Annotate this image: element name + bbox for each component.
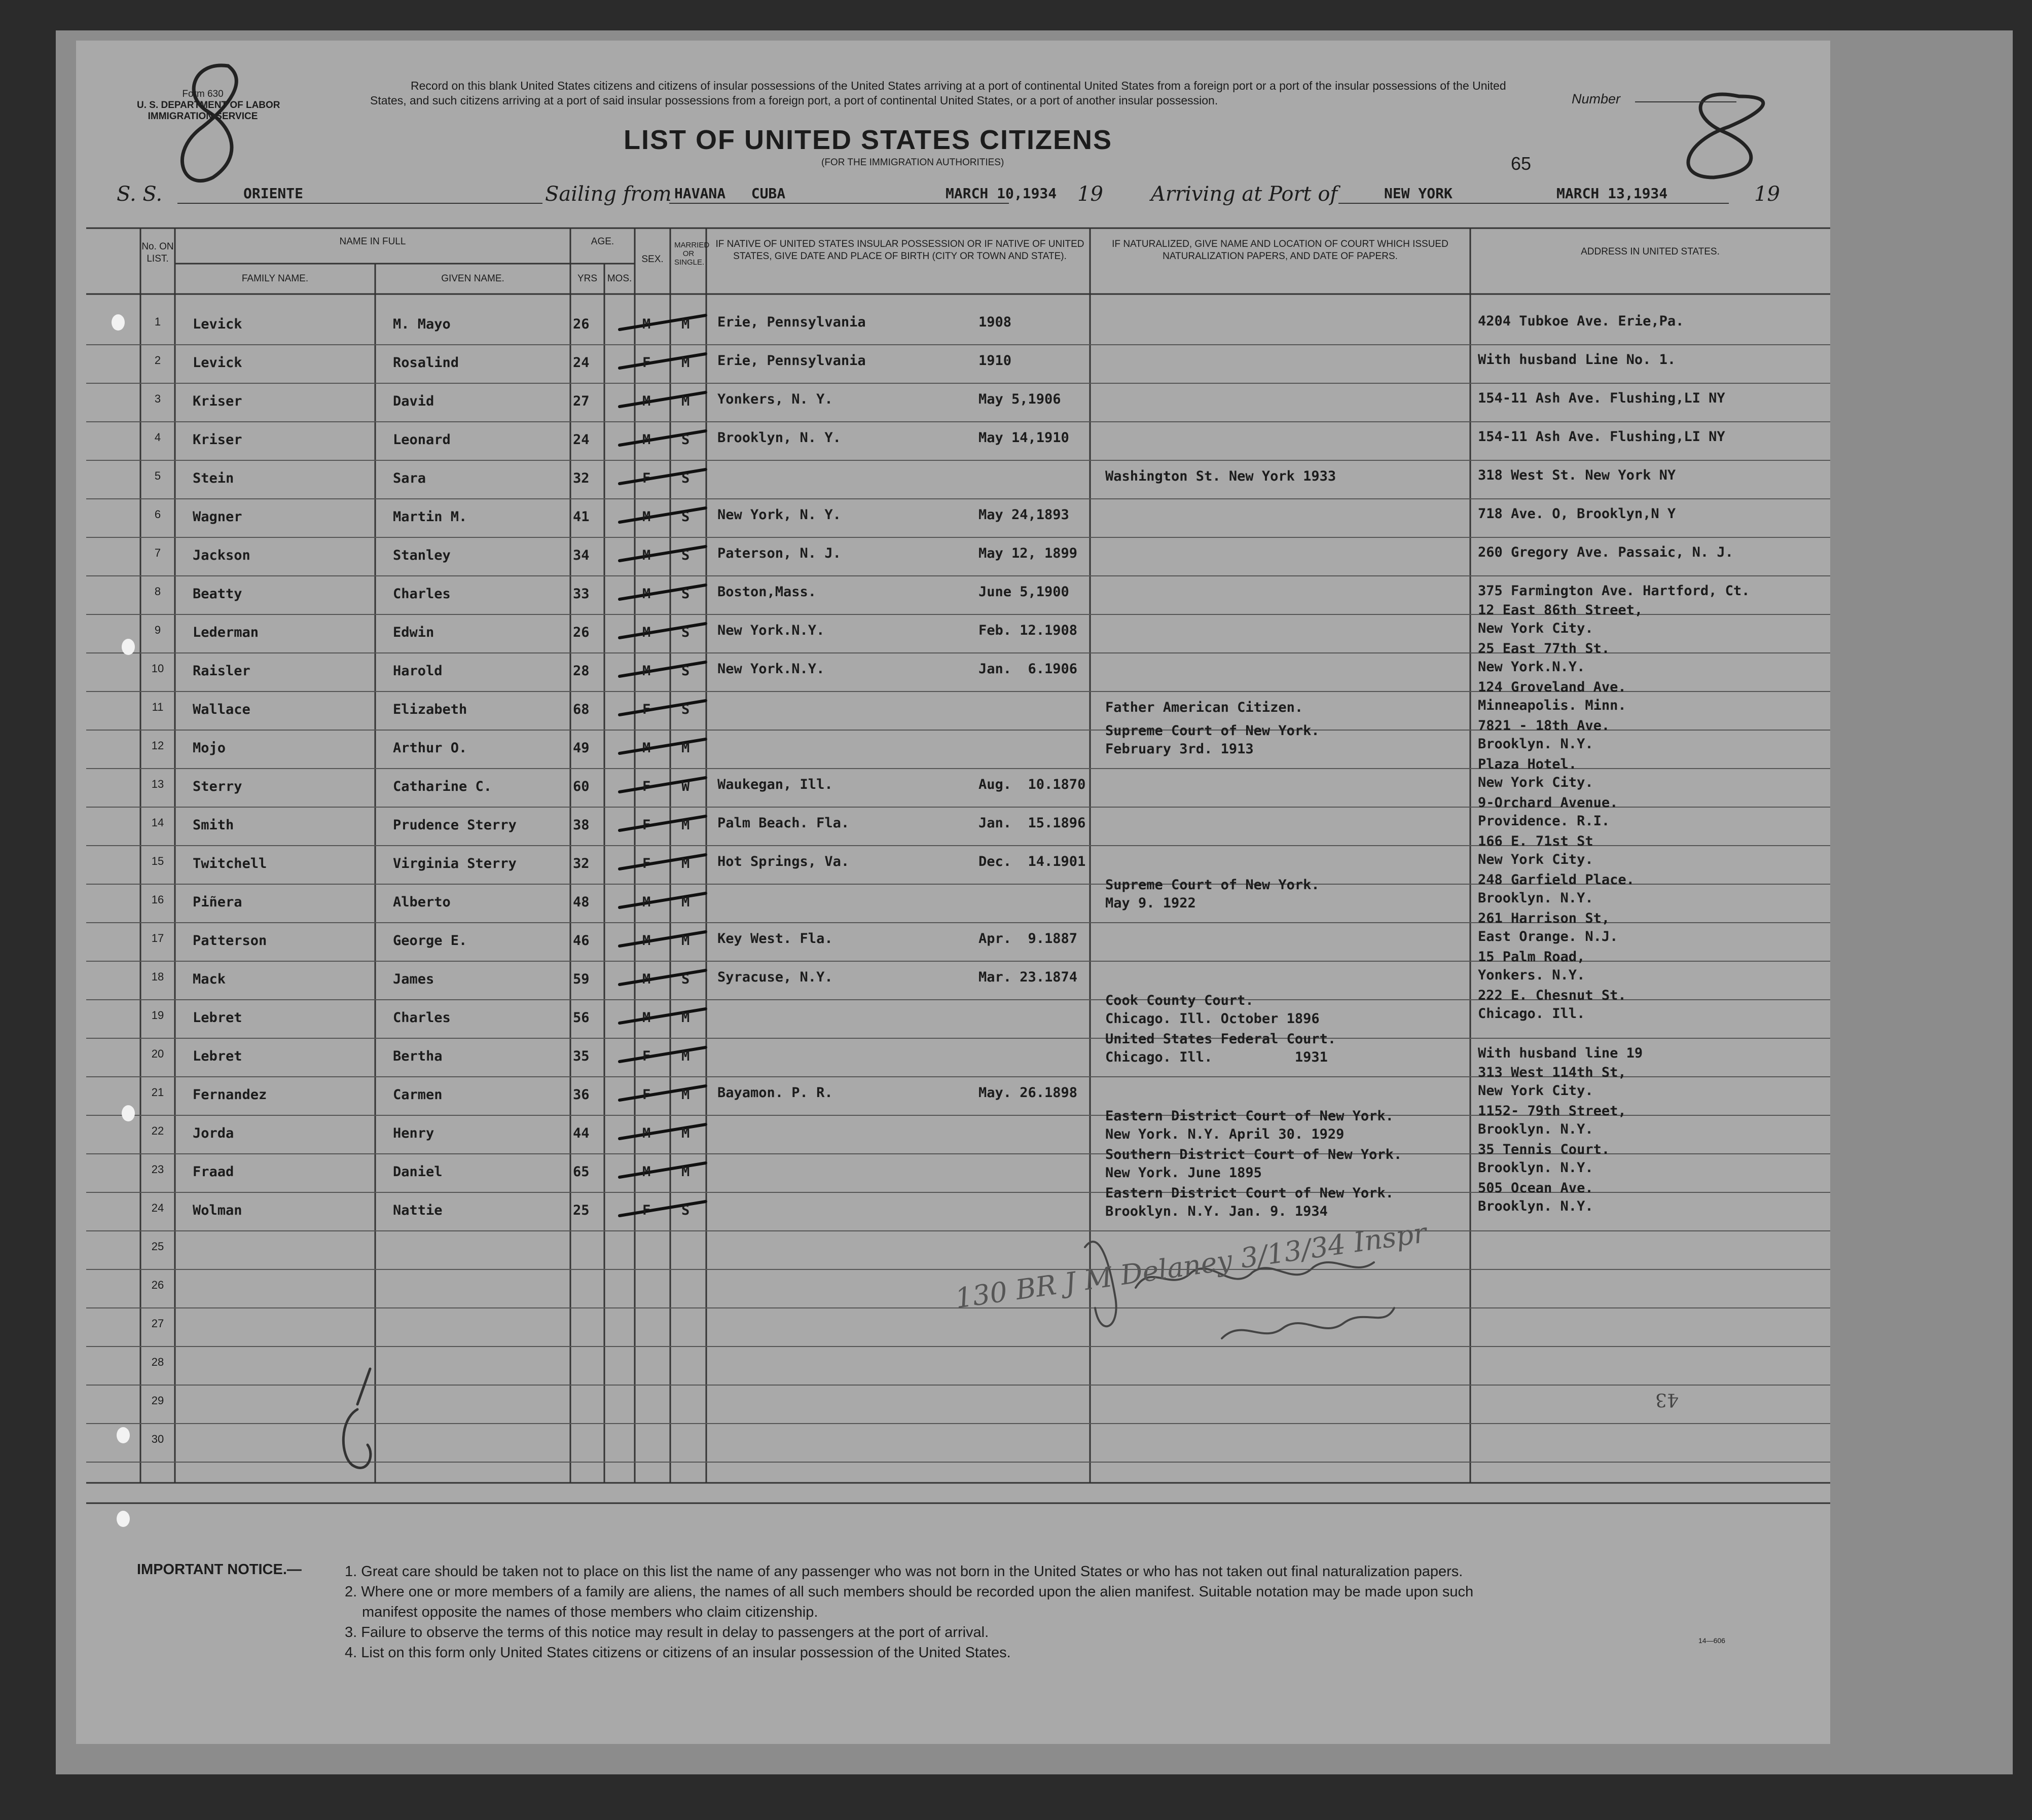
birthdate: Feb. 12.1908 [978,623,1078,638]
family-name: Sterry [193,779,242,794]
given-name: M. Mayo [393,316,451,332]
address-line: 154-11 Ash Ave. Flushing,LI NY [1478,390,1725,406]
sex: F [642,817,651,833]
birthplace: Paterson, N. J. [717,545,841,561]
year-label-1: 19 [1077,183,1103,206]
given-name: Edwin [393,625,434,640]
row-number: 2 [154,354,161,367]
age-years: 28 [573,663,590,679]
sex: F [642,1087,651,1103]
row-number: 19 [151,1009,164,1022]
birthplace: Key West. Fla. [717,931,833,947]
age-years: 26 [573,625,590,640]
col-married-single: MARRIED OR SINGLE. [674,241,710,267]
address-line: Minneapolis. Minn. [1478,698,1626,713]
age-years: 68 [573,702,590,717]
given-name: Martin M. [393,509,467,525]
age-years: 32 [573,856,590,871]
birthdate: June 5,1900 [978,584,1069,600]
marital-status: M [681,355,690,371]
sex: F [642,856,651,871]
marital-status: M [681,393,690,409]
birthplace: Hot Springs, Va. [717,854,850,869]
col-yrs: YRS [577,273,598,284]
age-years: 48 [573,894,590,910]
sex: M [642,625,651,640]
age-years: 34 [573,548,590,563]
marital-status: S [681,663,690,679]
row-number: 5 [154,469,161,482]
sex: M [642,740,651,756]
address-line: New York.N.Y. [1478,659,1585,675]
birthplace: Brooklyn, N. Y. [717,430,841,446]
family-name: Kriser [193,393,242,409]
row-number: 20 [151,1047,164,1060]
sex: M [642,509,651,525]
marital-status: S [681,971,690,987]
col-sex: SEX. [641,254,664,265]
address-line: 222 E. Chesnut St. [1478,988,1626,1003]
age-years: 60 [573,779,590,794]
sex: F [642,702,651,717]
birthplace: Yonkers, N. Y. [717,391,833,407]
given-name: Elizabeth [393,702,467,717]
row-number: 18 [151,970,164,983]
marital-status: S [681,548,690,563]
address-line: With husband Line No. 1. [1478,352,1676,368]
given-name: Rosalind [393,355,459,371]
marital-status: M [681,894,690,910]
col-name-in-full: NAME IN FULL [339,236,406,247]
naturalization-court: Eastern District Court of New York. [1105,1185,1394,1201]
age-years: 35 [573,1048,590,1064]
row-number: 6 [154,508,161,521]
family-name: Patterson [193,933,267,949]
given-name: Carmen [393,1087,443,1103]
naturalization-court: Chicago. Ill. 1931 [1105,1049,1328,1065]
arriving-label: Arriving at Port of [1151,183,1338,206]
row-number: 16 [151,893,164,906]
notice-list [345,1561,1473,1663]
arriving-port: NEW YORK [1384,185,1453,202]
birthplace: New York, N. Y. [717,507,841,523]
age-years: 44 [573,1125,590,1141]
col-birth: IF NATIVE OF UNITED STATES INSULAR POSSESSION OR IF NATIVE OF UNITED STATES, GIVE DATE AND PLACE OF BIRTH (CITY OR TOWN AND STATE). [715,239,1084,262]
check-marks [620,315,706,1216]
address-line: 25 East 77th St. [1478,641,1610,657]
family-name: Wolman [193,1203,242,1218]
naturalization-court: United States Federal Court. [1105,1031,1336,1047]
birthdate: Apr. 9.1887 [978,931,1078,947]
birthdate: May 12, 1899 [978,545,1078,561]
given-name: Charles [393,586,451,602]
age-years: 24 [573,355,590,371]
naturalization-court: Cook County Court. [1105,993,1254,1008]
age-years: 46 [573,933,590,949]
row-number: 4 [154,431,161,444]
given-name: Bertha [393,1048,443,1064]
given-name: Catharine C. [393,779,492,794]
family-name: Lebret [193,1010,242,1026]
naturalization-court: Southern District Court of New York. [1105,1147,1402,1162]
birthplace: New York.N.Y. [717,623,825,638]
row-number: 9 [154,624,161,636]
instructions: Record on this blank United States citizens and citizens of insular possessions of the United States arriving at a port of continental United States from a foreign port or a port of the insular possessions of the United States, and such citizens arriving at a port of said insular possessions from a foreign port, a port of continental United States, or a port of another insular possession. [370,79,1506,107]
row-number: 27 [151,1317,164,1330]
sex: M [642,432,651,448]
address-line: 261 Harrison St, [1478,911,1610,926]
family-name: Wallace [193,702,250,717]
row-number: 11 [152,701,164,713]
notice-label: IMPORTANT NOTICE.— [137,1561,302,1578]
sailing-from: HAVANA CUBA [674,185,786,202]
marital-status: M [681,1164,690,1180]
punch-hole [117,1427,130,1443]
marital-status: M [681,740,690,756]
row-number: 15 [151,855,164,867]
family-name: Stein [193,470,234,486]
sex: M [642,548,651,563]
sex: M [642,316,651,332]
page-number: 65 [1511,153,1532,174]
row-number: 10 [151,662,164,675]
address-line: 9-Orchard Avenue. [1478,795,1618,811]
naturalization-court: New York. N.Y. April 30. 1929 [1105,1126,1345,1142]
address-line: Yonkers. N.Y. [1478,967,1585,983]
family-name: Levick [193,355,242,371]
row-number: 13 [151,778,164,790]
marital-status: S [681,586,690,602]
marital-status: M [681,856,690,871]
given-name: George E. [393,933,467,949]
family-name: Lederman [193,625,259,640]
given-name: Virginia Sterry [393,856,517,871]
family-name: Fraad [193,1164,234,1180]
family-name: Raisler [193,663,250,679]
sex: M [642,1164,651,1180]
sex: M [642,933,651,949]
address-line: New York City. [1478,621,1593,636]
row-number: 24 [151,1202,164,1214]
age-years: 24 [573,432,590,448]
sex: F [642,779,651,794]
row-number: 30 [151,1433,164,1445]
page-subtitle: (FOR THE IMMIGRATION AUTHORITIES) [821,157,1004,168]
arriving-date: MARCH 13,1934 [1556,185,1668,202]
naturalization-court: May 9. 1922 [1105,895,1196,911]
sex: M [642,894,651,910]
age-years: 59 [573,971,590,987]
row-number: 8 [154,585,161,598]
col-address: ADDRESS IN UNITED STATES. [1581,246,1720,257]
address-line: 7821 - 18th Ave. [1478,718,1610,734]
family-name: Jorda [193,1125,234,1141]
family-name: Piñera [193,894,242,910]
row-number: 23 [151,1163,164,1176]
sex: F [642,1203,651,1218]
form-id-block [137,89,280,122]
age-years: 56 [573,1010,590,1026]
given-name: Sara [393,470,426,486]
sailing-date: MARCH 10,1934 [946,185,1057,202]
address-line: 35 Tennis Court. [1478,1142,1610,1157]
marital-status: W [681,779,690,794]
notice-item-2: 2. Where one or more members of a family are aliens, the names of all such members should be recorded upon the alien manifest. Suitable notation may be made upon such [345,1584,1474,1600]
family-name: Jackson [193,548,250,563]
col-naturalized: IF NATURALIZED, GIVE NAME AND LOCATION OF COURT WHICH ISSUED NATURALIZATION PAPERS, AND DATE OF PAPERS. [1112,239,1448,262]
address-line: Plaza Hotel. [1478,756,1577,772]
arriving-line [1338,203,1729,204]
birthplace: Boston,Mass. [717,584,817,600]
naturalization-court: Chicago. Ill. October 1896 [1105,1011,1320,1027]
age-years: 49 [573,740,590,756]
naturalization-court: Supreme Court of New York. [1105,723,1320,739]
ship-line [177,203,542,204]
address-line: 166 E. 71st St [1478,833,1593,849]
department: U. S. DEPARTMENT OF LABOR [137,100,280,111]
given-name: Leonard [393,432,451,448]
given-name: Nattie [393,1203,443,1218]
sex: M [642,971,651,987]
address-line: 248 Garfield Place. [1478,872,1635,888]
address-line: 718 Ave. O, Brooklyn,N Y [1478,506,1676,522]
birthdate: May 5,1906 [978,391,1061,407]
handwritten-eight-right [1688,94,1763,177]
age-years: 32 [573,470,590,486]
address-line: 313 West 114th St, [1478,1065,1626,1080]
address-line: Brooklyn. N.Y. [1478,890,1593,906]
given-name: Charles [393,1010,451,1026]
marital-status: S [681,702,690,717]
sex: M [642,663,651,679]
col-given-name: GIVEN NAME. [441,273,504,284]
marital-status: S [681,625,690,640]
address-line: With husband line 19 [1478,1045,1643,1061]
given-name: James [393,971,434,987]
address-line: 124 Groveland Ave. [1478,679,1626,695]
punch-hole [122,639,135,655]
row-number: 3 [154,392,161,405]
address-line: 505 Ocean Ave. [1478,1180,1593,1196]
number-label: Number [1572,91,1621,106]
marital-status: M [681,817,690,833]
address-line: Chicago. Ill. [1478,1006,1585,1022]
birthdate: Jan. 6.1906 [978,661,1078,677]
birthdate: Mar. 23.1874 [978,969,1078,985]
manifest-sheet [76,41,1830,1744]
service: IMMIGRATION SERVICE [148,111,258,122]
row-number: 12 [151,739,164,752]
address-line: 154-11 Ash Ave. Flushing,LI NY [1478,429,1725,445]
address-line: New York City. [1478,775,1593,790]
address-line: 4204 Tubkoe Ave. Erie,Pa. [1478,313,1684,329]
col-no-on-list: No. ON LIST. [141,241,174,264]
family-name: Kriser [193,432,242,448]
address-line: 260 Gregory Ave. Passaic, N. J. [1478,544,1733,560]
naturalization-court: New York. June 1895 [1105,1165,1262,1181]
birthdate: 1910 [978,353,1012,369]
birthplace: Waukegan, Ill. [717,777,833,792]
marital-status: M [681,1125,690,1141]
row-number: 22 [151,1124,164,1137]
address-line: 318 West St. New York NY [1478,467,1676,483]
address-line: 375 Farmington Ave. Hartford, Ct. [1478,583,1750,599]
address-line: Brooklyn. N.Y. [1478,1198,1593,1214]
family-name: Twitchell [193,856,267,871]
naturalization-court: February 3rd. 1913 [1105,741,1254,757]
punch-hole [117,1511,130,1527]
address-line: 15 Palm Road, [1478,949,1585,965]
row-number: 21 [151,1086,164,1099]
sex: F [642,470,651,486]
notice-item-4: 4. List on this form only United States citizens or citizens of an insular possession of the United States. [345,1645,1011,1661]
given-name: David [393,393,434,409]
marital-status: M [681,316,690,332]
marital-status: M [681,1048,690,1064]
sex: M [642,393,651,409]
age-years: 26 [573,316,590,332]
sailing-line [669,203,1009,204]
address-line: New York City. [1478,852,1593,867]
marital-status: M [681,1087,690,1103]
given-name: Prudence Sterry [393,817,517,833]
naturalization-court: Father American Citizen. [1105,700,1303,715]
birthdate: Jan. 15.1896 [978,815,1086,831]
ship-name: ORIENTE [243,185,304,202]
notice-item-3: 3. Failure to observe the terms of this notice may result in delay to passengers at the port of arrival. [345,1624,989,1641]
form-number: Form 630 [182,89,224,99]
naturalization-court: Eastern District Court of New York. [1105,1108,1394,1124]
age-years: 25 [573,1203,590,1218]
year-label-2: 19 [1754,183,1780,206]
given-name: Stanley [393,548,451,563]
address-line: Brooklyn. N.Y. [1478,1121,1593,1137]
birthdate: Aug. 10.1870 [978,777,1086,792]
birthplace: Erie, Pennsylvania [717,353,866,369]
handwritten-eight-small [343,1369,371,1468]
row-number: 28 [151,1356,164,1368]
birthplace: Erie, Pennsylvania [717,314,866,330]
birthplace: Palm Beach. Fla. [717,815,850,831]
age-years: 41 [573,509,590,525]
sailing-label: Sailing from [545,183,672,206]
row-number: 1 [154,315,161,328]
family-name: Beatty [193,586,242,602]
address-line: East Orange. N.J. [1478,929,1618,944]
marital-status: M [681,1010,690,1026]
birthplace: Bayamon. P. R. [717,1085,833,1101]
sex: M [642,586,651,602]
address-line: 12 East 86th Street, [1478,602,1643,618]
row-number: 25 [151,1240,164,1253]
col-family-name: FAMILY NAME. [241,273,309,284]
family-name: Wagner [193,509,242,525]
address-line: Brooklyn. N.Y. [1478,1160,1593,1176]
marital-status: S [681,432,690,448]
family-name: Mack [193,971,226,987]
ss-label: S. S. [117,183,163,206]
inspector-signature: 130 BR J M Delaney 3/13/34 Inspr [953,1217,1429,1315]
row-number: 17 [151,932,164,944]
birthplace: New York.N.Y. [717,661,825,677]
address-line: Brooklyn. N.Y. [1478,736,1593,752]
birthdate: 1908 [978,314,1012,330]
marital-status: M [681,933,690,949]
birthdate: Dec. 14.1901 [978,854,1086,869]
sex: F [642,355,651,371]
given-name: Daniel [393,1164,443,1180]
sex: M [642,1125,651,1141]
margin-mark: 43 [1655,1389,1679,1410]
birthplace: Syracuse, N.Y. [717,969,833,985]
family-name: Lebret [193,1048,242,1064]
marital-status: S [681,1203,690,1218]
birthdate: May 24,1893 [978,507,1069,523]
birthdate: May. 26.1898 [978,1085,1078,1101]
marital-status: S [681,470,690,486]
sex: M [642,1010,651,1026]
notice-item-2-cont: manifest opposite the names of those members who claim citizenship. [362,1604,818,1620]
given-name: Henry [393,1125,434,1141]
address-line: 1152- 79th Street, [1478,1103,1626,1119]
page-title: LIST OF UNITED STATES CITIZENS [624,125,1112,155]
birthdate: May 14,1910 [978,430,1069,446]
given-name: Arthur O. [393,740,467,756]
family-name: Levick [193,316,242,332]
naturalization-court: Brooklyn. N.Y. Jan. 9. 1934 [1105,1204,1328,1219]
col-mos: MOS. [607,273,632,284]
given-name: Harold [393,663,443,679]
col-age: AGE. [591,236,614,247]
family-name: Smith [193,817,234,833]
age-years: 65 [573,1164,590,1180]
naturalization-court: Supreme Court of New York. [1105,877,1320,893]
age-years: 38 [573,817,590,833]
family-name: Fernandez [193,1087,267,1103]
number-line [1635,101,1736,102]
naturalization-court: Washington St. New York 1933 [1105,468,1336,484]
age-years: 27 [573,393,590,409]
row-number: 29 [151,1394,164,1407]
row-number: 26 [151,1279,164,1291]
age-years: 33 [573,586,590,602]
row-number: 7 [154,547,161,559]
sex: F [642,1048,651,1064]
print-code: 14—606 [1698,1636,1725,1645]
address-line: Providence. R.I. [1478,813,1610,829]
given-name: Alberto [393,894,451,910]
family-name: Mojo [193,740,226,756]
notice-item-1: 1. Great care should be taken not to place on this list the name of any passenger who was not born in the United States or who has not taken out final naturalization papers. [345,1563,1463,1580]
address-line: New York City. [1478,1083,1593,1099]
punch-hole [122,1105,135,1121]
handwritten-eight-left [183,65,237,181]
marital-status: S [681,509,690,525]
age-years: 36 [573,1087,590,1103]
row-number: 14 [151,816,164,829]
punch-hole [112,314,125,331]
